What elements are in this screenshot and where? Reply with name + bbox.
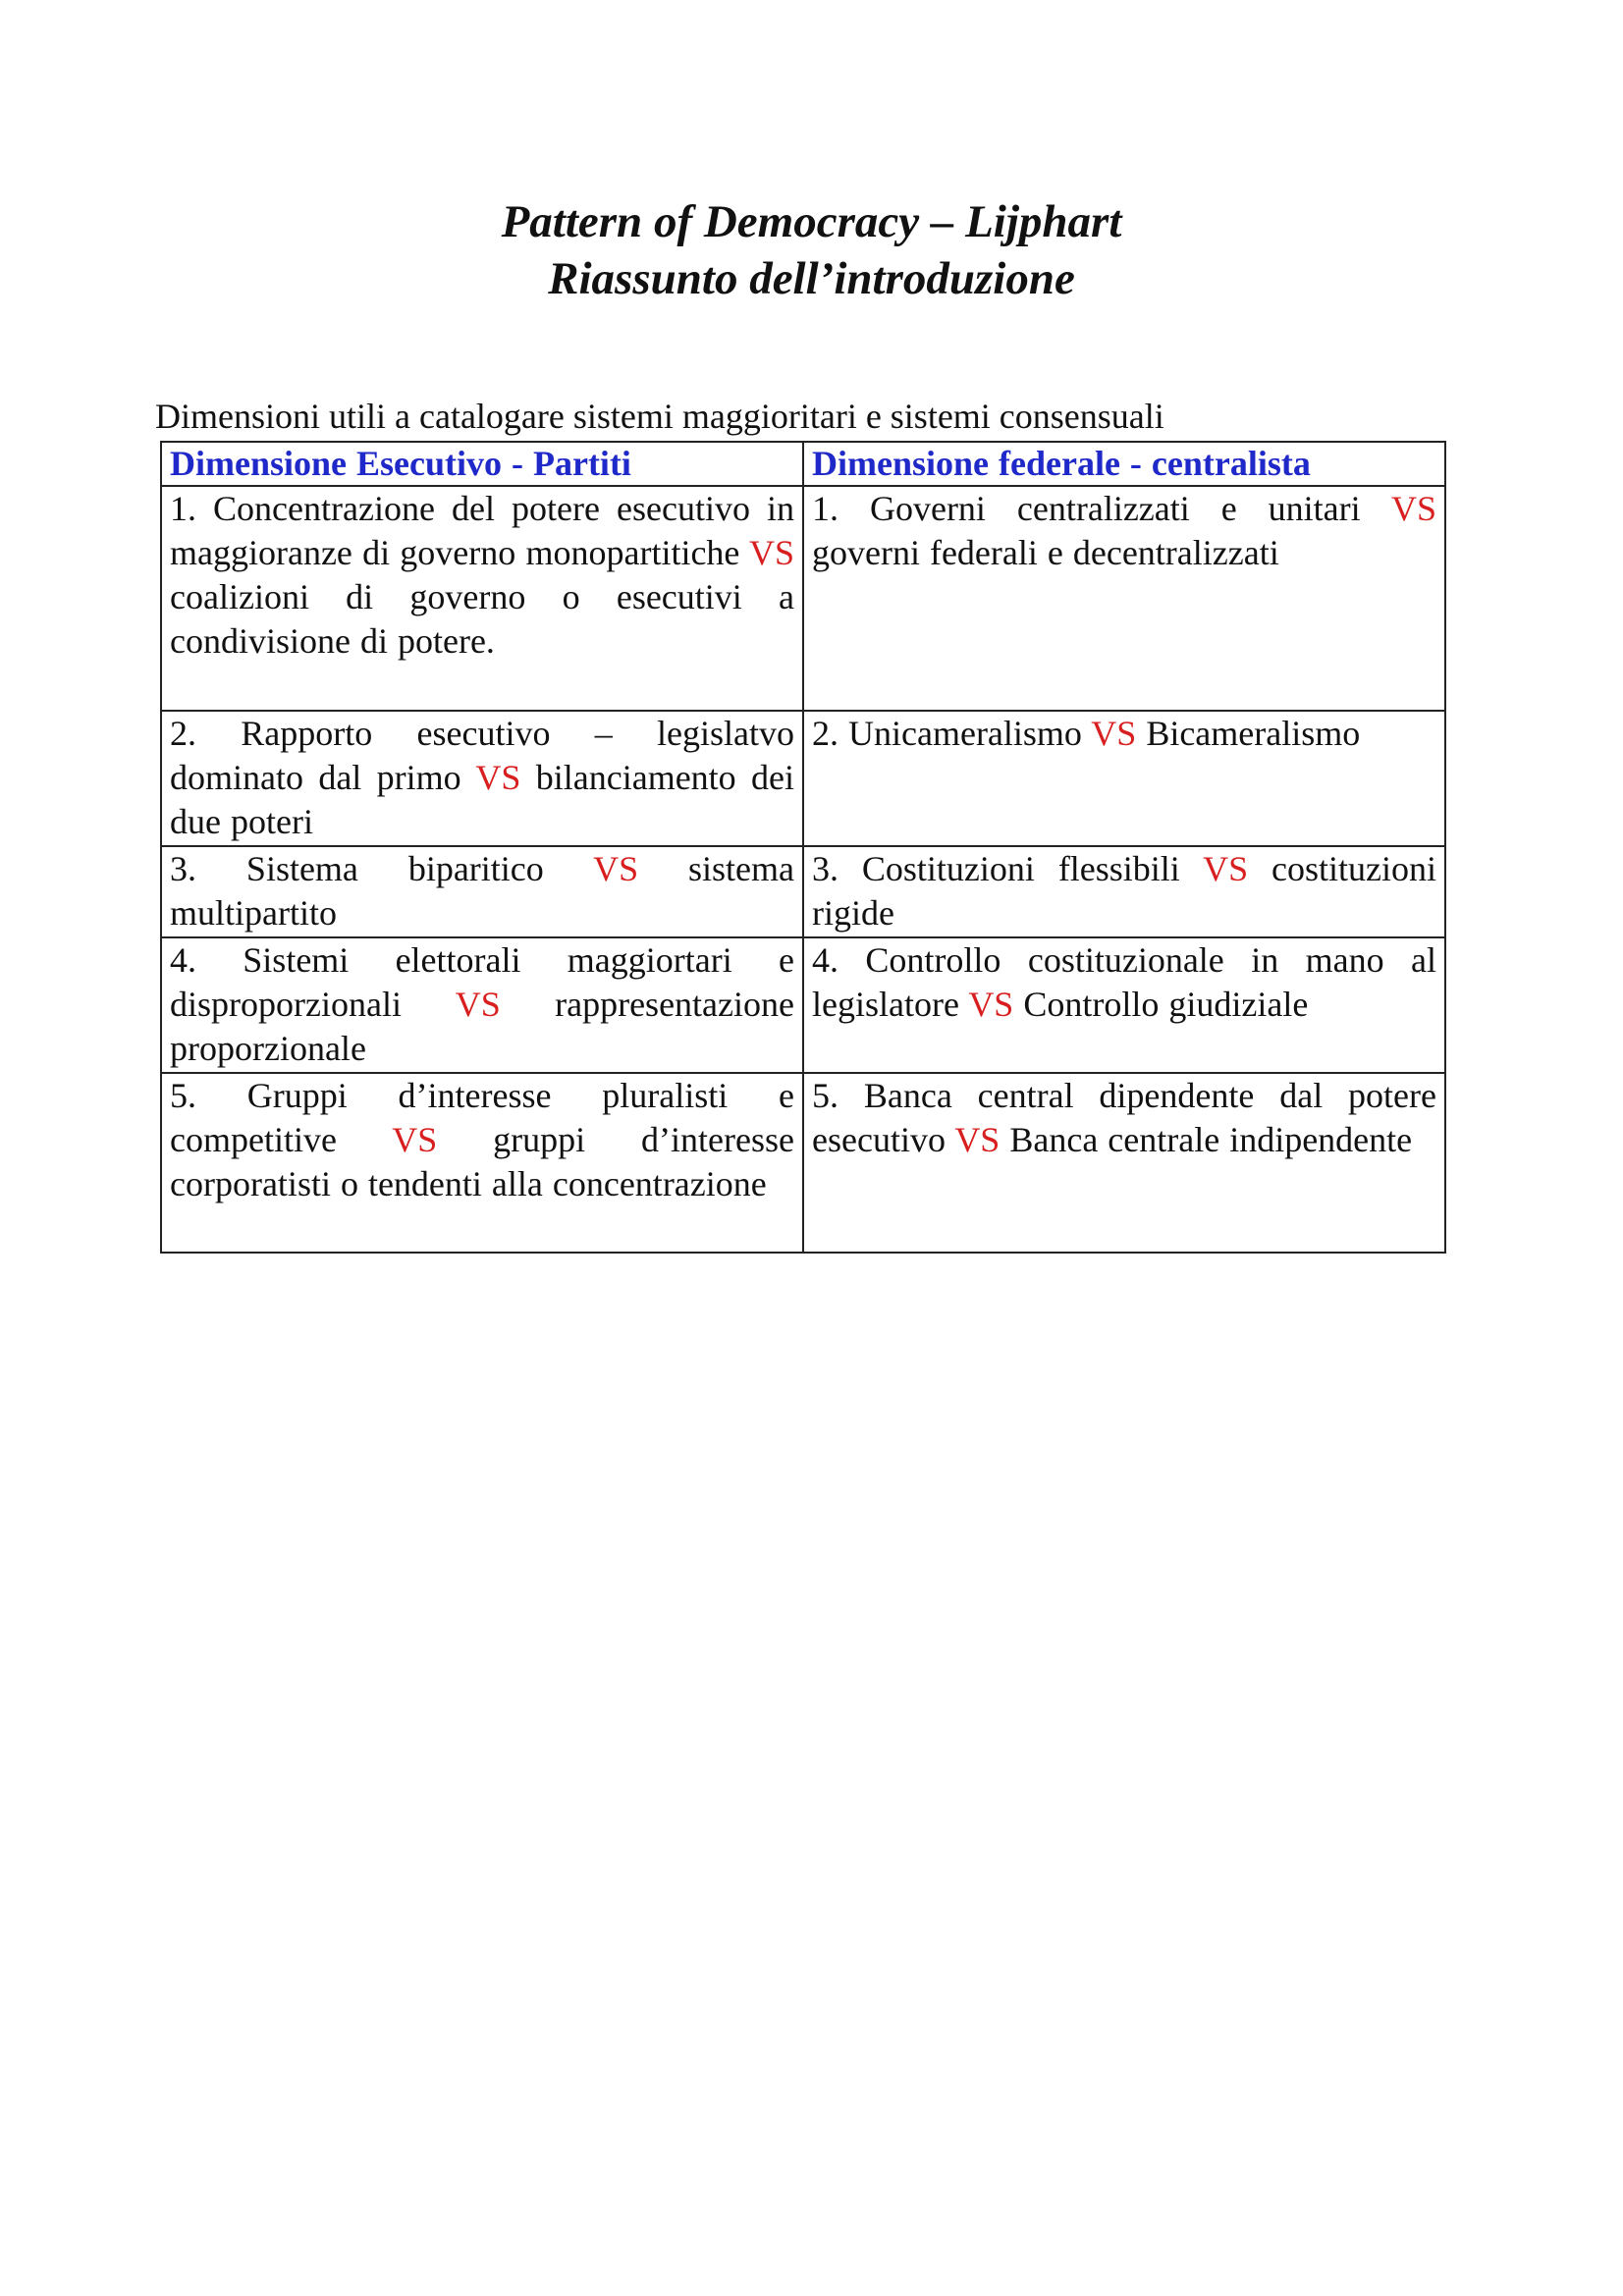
dimensions-table [160,441,1446,1254]
table-cell-right [803,711,1445,846]
vs-label: VS [1390,489,1436,528]
header-executive-parties: Dimensione Esecutivo - Partiti [161,442,803,486]
table-cell-left [161,486,803,711]
table-cell-left [161,711,803,846]
cell-text-after: Bicameralismo [1146,714,1361,753]
cell-text-after: Banca centrale indipendente [1009,1120,1413,1159]
cell-text-after: rappresentazione proporzionale [170,985,794,1068]
vs-label: VS [748,533,794,572]
cell-text-after: gruppi d’interesse corporatisti o tendenti alla concentrazione [170,1120,794,1203]
vs-label: VS [475,758,521,797]
table-cell-right [803,846,1445,937]
cell-text-after: bilanciamento dei due poteri [170,758,795,841]
document-subtitle: Riassunto dell’introduzione [548,253,1075,304]
vs-label: VS [1091,714,1137,753]
table-cell-left [161,1073,803,1253]
table-row [161,486,1445,711]
table-cell-right [803,1073,1445,1253]
table-cell-left [161,937,803,1073]
table-cell-left [161,846,803,937]
intro-text: Dimensioni utili a catalogare sistemi maggioritari e sistemi consensuali [155,397,1164,436]
cell-text-after: sistema multipartito [170,849,795,933]
header-federal-centralist: Dimensione federale - centralista [803,442,1445,486]
cell-text-before: 3. Sistema biparitico [170,849,544,888]
vs-label: VS [593,849,639,888]
vs-label: VS [1203,849,1249,888]
table-row [161,1073,1445,1253]
table-cell-right [803,486,1445,711]
table-row [161,711,1445,846]
cell-text-before: 1. Concentrazione del potere esecutivo in maggioranze di governo monopartitiche [170,489,794,572]
table-row [161,937,1445,1073]
cell-text-before: 4. Controllo costituzionale in mano al legislatore [812,940,1436,1024]
vs-label: VS [954,1120,1001,1159]
cell-text-before: 2. Rapporto esecutivo – legislatvo dominato dal primo [170,714,794,797]
vs-label: VS [455,985,501,1024]
cell-text-before: 4. Sistemi elettorali maggiortari e disproporzionali [170,940,794,1024]
vs-label: VS [392,1120,438,1159]
table-row [161,846,1445,937]
cell-text-after: Controllo giudiziale [1023,985,1309,1024]
cell-text-before: 5. Banca central dipendente dal potere esecutivo [812,1076,1436,1159]
cell-text-after: coalizioni di governo o esecutivi a condivisione di potere. [170,577,794,661]
table-header-row [161,442,1445,486]
table-cell-right [803,937,1445,1073]
cell-text-before: 1. Governi centralizzati e unitari [812,489,1361,528]
vs-label: VS [968,985,1014,1024]
document-title: Pattern of Democracy – Lijphart [501,196,1122,247]
cell-text-before: 3. Costituzioni flessibili [812,849,1180,888]
cell-text-before: 5. Gruppi d’interesse pluralisti e competitive [170,1076,794,1159]
cell-text-after: governi federali e decentralizzati [812,533,1279,572]
cell-text-after: costituzioni rigide [812,849,1436,933]
cell-text-before: 2. Unicameralismo [812,714,1082,753]
